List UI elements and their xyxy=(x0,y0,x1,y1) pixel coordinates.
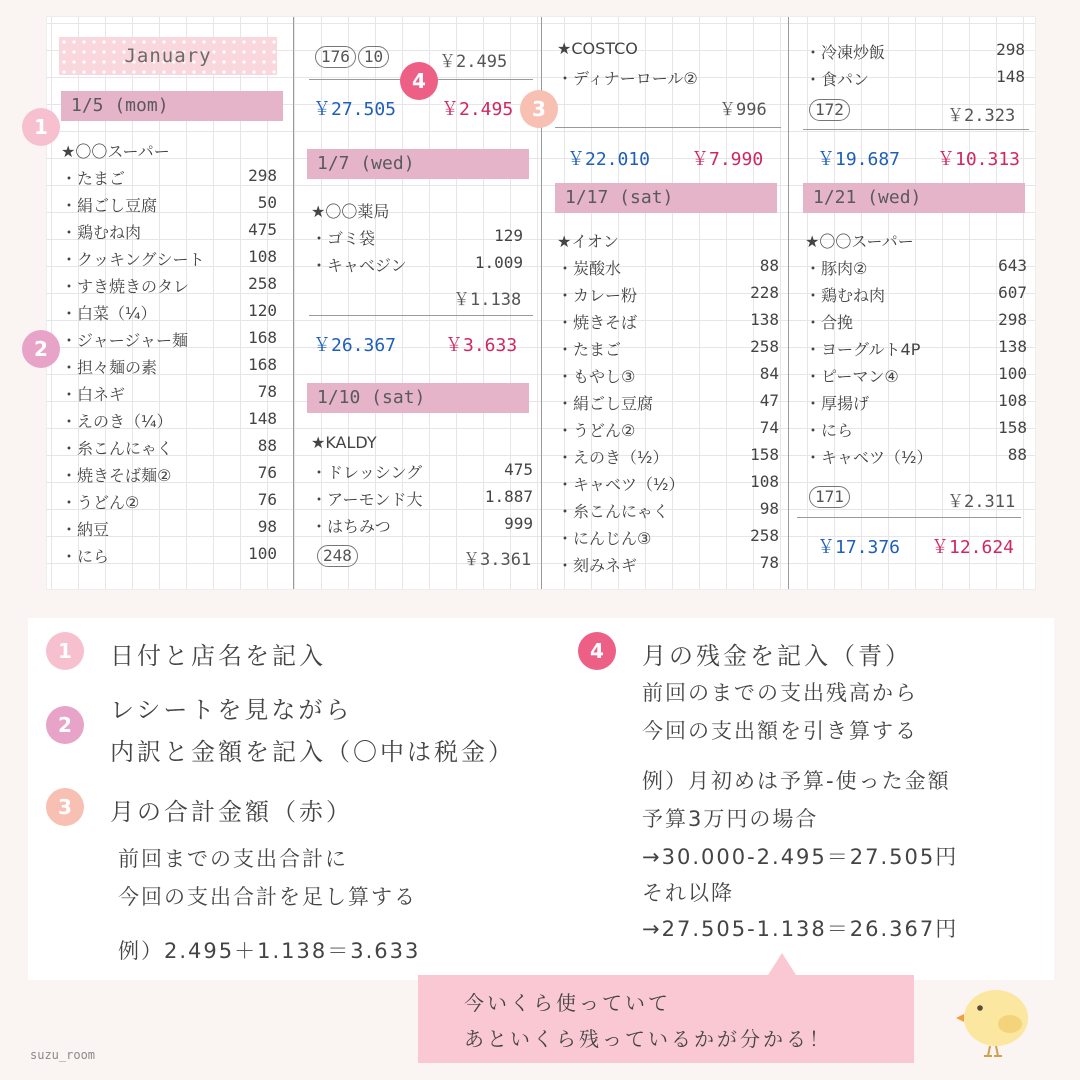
item-price: 88 xyxy=(1007,445,1027,464)
item-name: ・ 鶏むね肉 xyxy=(61,220,141,243)
item-row xyxy=(557,496,779,523)
date-band: 1/5 (mom) xyxy=(61,91,283,121)
item-price: 475 xyxy=(248,220,277,239)
store-name: ★KALDY xyxy=(311,433,377,452)
step3-title: 月の合計金額（赤） xyxy=(110,798,353,826)
column-divider xyxy=(788,17,789,589)
item-row xyxy=(61,433,277,460)
item-name: ・ 焼きそば xyxy=(557,310,637,333)
item-price: 50 xyxy=(257,193,277,212)
subtotal: ￥1.138 xyxy=(453,290,522,310)
item-name: ・ えのき（½） xyxy=(557,445,669,468)
tax-circles xyxy=(809,99,850,121)
item-row xyxy=(557,523,779,550)
item-name: ・ ジャージャー麺 xyxy=(61,328,188,351)
item-row xyxy=(311,250,523,277)
item-row xyxy=(805,280,1027,307)
item-price: 98 xyxy=(759,499,779,518)
item-row xyxy=(805,334,1027,361)
item-name: ・ えのき（¼） xyxy=(61,409,173,432)
monthly-total: ￥12.624 xyxy=(931,537,1015,558)
item-row xyxy=(61,217,277,244)
item-price: 108 xyxy=(750,472,779,491)
chick-illustration xyxy=(950,982,1040,1062)
item-price: 258 xyxy=(248,274,277,293)
item-row xyxy=(311,511,533,538)
item-row xyxy=(311,484,533,511)
item-name: ・ 合挽 xyxy=(805,310,853,333)
item-row xyxy=(61,487,277,514)
item-price: 158 xyxy=(750,445,779,464)
monthly-total: ￥2.495 xyxy=(441,99,514,120)
remaining-amount: ￥19.687 xyxy=(817,149,901,170)
tax-circles xyxy=(317,545,358,567)
item-row xyxy=(61,163,277,190)
step4-desc-line2: 今回の支出額を引き算する xyxy=(642,719,918,743)
subtotal: ￥2.311 xyxy=(947,492,1016,512)
item-row xyxy=(805,361,1027,388)
monthly-total: ￥10.313 xyxy=(937,149,1021,170)
item-name: ・ 担々麺の素 xyxy=(61,355,157,378)
item-name: ・ 納豆 xyxy=(61,517,109,540)
item-row xyxy=(61,190,277,217)
subtotal: ￥3.361 xyxy=(463,550,532,570)
item-row xyxy=(61,244,277,271)
step4-example-line4: それ以降 xyxy=(642,881,734,905)
item-name: ・ 糸こんにゃく xyxy=(557,499,669,522)
item-price: 168 xyxy=(248,355,277,374)
item-row xyxy=(557,253,779,280)
item-price: 607 xyxy=(998,283,1027,302)
rule-line xyxy=(797,517,1021,518)
item-name: ・ ドレッシング xyxy=(311,460,422,483)
step-marker-2: 2 xyxy=(22,330,60,368)
remaining-amount: ￥27.505 xyxy=(313,99,397,120)
item-name: ・ 刻みネギ xyxy=(557,553,637,576)
store-name: ★イオン xyxy=(557,232,619,251)
remaining-amount: ￥17.376 xyxy=(817,537,901,558)
item-name: ・ カレー粉 xyxy=(557,283,637,306)
item-row xyxy=(61,352,277,379)
date-band: 1/21 (wed) xyxy=(803,183,1025,213)
item-name: ・ キャベツ（½） xyxy=(805,445,933,468)
column-divider xyxy=(293,17,294,589)
item-name: ・ にら xyxy=(805,418,853,441)
item-name: ・ うどん② xyxy=(557,418,635,441)
callout-bubble xyxy=(418,975,914,1063)
item-price: 88 xyxy=(759,256,779,275)
step-marker-1: 1 xyxy=(22,108,60,146)
step2-title-line1: レシートを見ながら xyxy=(110,696,353,724)
tax-circles xyxy=(315,46,389,68)
step-number-1: 1 xyxy=(46,632,84,670)
item-row xyxy=(805,442,1027,469)
author-credit: suzu_room xyxy=(30,1048,96,1062)
item-name: ・ たまご xyxy=(61,166,125,189)
item-price: 129 xyxy=(494,226,523,245)
rule-line xyxy=(803,129,1029,130)
item-name: ・ 焼きそば麺② xyxy=(61,463,171,486)
step4-example-line2: 予算3万円の場合 xyxy=(642,807,819,831)
item-name: ・ 白菜（¼） xyxy=(61,301,157,324)
item-name: ・ たまご xyxy=(557,337,621,360)
item-name: ・ 炭酸水 xyxy=(557,256,621,279)
monthly-total: ￥3.633 xyxy=(445,335,518,356)
step4-example-line3: →30.000-2.495＝27.505円 xyxy=(642,845,959,869)
date-band: 1/7 (wed) xyxy=(307,149,529,179)
item-name: ・ 冷凍炒飯 xyxy=(805,40,885,63)
item-row xyxy=(805,37,1025,64)
item-row xyxy=(61,298,277,325)
step-number-3: 3 xyxy=(46,788,84,826)
month-label: January xyxy=(59,37,277,75)
tax-value: 171 xyxy=(809,486,850,508)
step-number-4: 4 xyxy=(578,632,616,670)
subtotal: ￥2.323 xyxy=(947,106,1016,126)
item-price: 999 xyxy=(504,514,533,533)
item-price: 148 xyxy=(248,409,277,428)
item-price: 78 xyxy=(759,553,779,572)
item-row xyxy=(61,379,277,406)
item-name: ・ キャベツ（½） xyxy=(557,472,685,495)
tax-value: 172 xyxy=(809,99,850,121)
item-price: 108 xyxy=(998,391,1027,410)
store-name: ★〇〇スーパー xyxy=(805,232,914,251)
item-row xyxy=(557,469,779,496)
item-price: 298 xyxy=(996,40,1025,59)
item-price: 88 xyxy=(257,436,277,455)
item-row xyxy=(557,63,779,90)
item-row xyxy=(557,442,779,469)
rule-line xyxy=(555,127,781,128)
item-price: 76 xyxy=(257,463,277,482)
item-row xyxy=(557,307,779,334)
remaining-amount: ￥26.367 xyxy=(313,335,397,356)
item-row xyxy=(557,334,779,361)
item-row xyxy=(557,415,779,442)
item-price: 475 xyxy=(504,460,533,479)
step4-example-line1: 例）月初めは予算-使った金額 xyxy=(642,769,951,793)
tax-value: 10 xyxy=(358,46,389,68)
item-price: 298 xyxy=(248,166,277,185)
item-price: 258 xyxy=(750,337,779,356)
item-name: ・ 絹ごし豆腐 xyxy=(557,391,653,414)
item-name: ・ はちみつ xyxy=(311,514,391,537)
item-name: ・ 食パン xyxy=(805,67,869,90)
item-row xyxy=(557,280,779,307)
item-row xyxy=(61,271,277,298)
step3-desc-line2: 今回の支出合計を足し算する xyxy=(118,885,417,909)
remaining-amount: ￥22.010 xyxy=(567,149,651,170)
tax-value: 176 xyxy=(315,46,356,68)
item-row xyxy=(805,388,1027,415)
step-number-2: 2 xyxy=(46,706,84,744)
item-row xyxy=(311,223,523,250)
step-marker-4: 4 xyxy=(400,62,438,100)
step1-title: 日付と店名を記入 xyxy=(110,642,326,670)
step2-title-line2: 内訳と金額を記入（〇中は税金） xyxy=(110,738,515,766)
item-price: 108 xyxy=(248,247,277,266)
item-price: 84 xyxy=(759,364,779,383)
item-price: 120 xyxy=(248,301,277,320)
date-band: 1/17 (sat) xyxy=(555,183,777,213)
item-price: 74 xyxy=(759,418,779,437)
item-name: ・ 鶏むね肉 xyxy=(805,283,885,306)
item-name: ・ 白ネギ xyxy=(61,382,125,405)
step4-title: 月の残金を記入（青） xyxy=(642,642,912,670)
item-row xyxy=(61,406,277,433)
item-name: ・ ピーマン④ xyxy=(805,364,899,387)
store-name: ★COSTCO xyxy=(557,39,638,58)
item-price: 47 xyxy=(759,391,779,410)
subtotal: ￥2.495 xyxy=(439,52,508,72)
item-name: ・ すき焼きのタレ xyxy=(61,274,189,297)
item-name: ・ クッキングシート xyxy=(61,247,205,270)
item-price: 148 xyxy=(996,67,1025,86)
step-marker-3: 3 xyxy=(520,90,558,128)
item-price: 258 xyxy=(750,526,779,545)
item-price: 298 xyxy=(998,310,1027,329)
item-price: 643 xyxy=(998,256,1027,275)
item-row xyxy=(61,541,277,568)
item-price: 78 xyxy=(257,382,277,401)
item-name: ・ 厚揚げ xyxy=(805,391,869,414)
item-row xyxy=(805,415,1027,442)
callout-line1: 今いくら使っていて xyxy=(464,991,671,1015)
item-row xyxy=(61,460,277,487)
step4-example-line5: →27.505-1.138＝26.367円 xyxy=(642,917,959,941)
item-price: 228 xyxy=(750,283,779,302)
item-row xyxy=(805,253,1027,280)
store-name: ★〇〇薬局 xyxy=(311,202,390,221)
step3-example: 例）2.495＋1.138＝3.633 xyxy=(118,939,421,963)
step4-desc-line1: 前回のまでの支出残高から xyxy=(642,681,918,705)
item-price: 1.887 xyxy=(484,487,533,506)
item-name: ・ アーモンド大 xyxy=(311,487,423,510)
item-price: 1.009 xyxy=(474,253,523,272)
item-row xyxy=(557,550,779,577)
store-name: ★〇〇スーパー xyxy=(61,142,170,161)
item-price: 98 xyxy=(257,517,277,536)
rule-line xyxy=(309,315,533,316)
callout-line2: あといくら残っているかが分かる！ xyxy=(464,1027,832,1051)
item-name: ・ にんじん③ xyxy=(557,526,651,549)
item-price: 76 xyxy=(257,490,277,509)
item-name: ・ キャベジン xyxy=(311,253,407,276)
item-row xyxy=(311,457,533,484)
monthly-total: ￥7.990 xyxy=(691,149,764,170)
item-price: 158 xyxy=(998,418,1027,437)
tax-value: 248 xyxy=(317,545,358,567)
item-name: ・ もやし③ xyxy=(557,364,635,387)
step3-desc-line1: 前回までの支出合計に xyxy=(118,847,348,871)
item-row xyxy=(61,325,277,352)
subtotal: ￥996 xyxy=(719,100,767,120)
item-price: 100 xyxy=(998,364,1027,383)
item-row xyxy=(557,388,779,415)
item-price: 138 xyxy=(998,337,1027,356)
item-name: ・ ヨーグルト4P xyxy=(805,337,920,360)
item-name: ・ 豚肉② xyxy=(805,256,867,279)
item-name: ・ 糸こんにゃく xyxy=(61,436,173,459)
item-row xyxy=(805,307,1027,334)
item-price: 100 xyxy=(248,544,277,563)
item-name: ・ 絹ごし豆腐 xyxy=(61,193,157,216)
date-band: 1/10 (sat) xyxy=(307,383,529,413)
item-row xyxy=(805,64,1025,91)
item-name: ・ ゴミ袋 xyxy=(311,226,375,249)
item-price: 168 xyxy=(248,328,277,347)
item-row xyxy=(61,514,277,541)
item-row xyxy=(557,361,779,388)
item-price: 138 xyxy=(750,310,779,329)
item-name: ・ にら xyxy=(61,544,109,567)
tax-circles xyxy=(809,486,850,508)
item-name: ・ ディナーロール② xyxy=(557,66,698,89)
item-name: ・ うどん② xyxy=(61,490,139,513)
explanation-panel xyxy=(28,618,1054,980)
